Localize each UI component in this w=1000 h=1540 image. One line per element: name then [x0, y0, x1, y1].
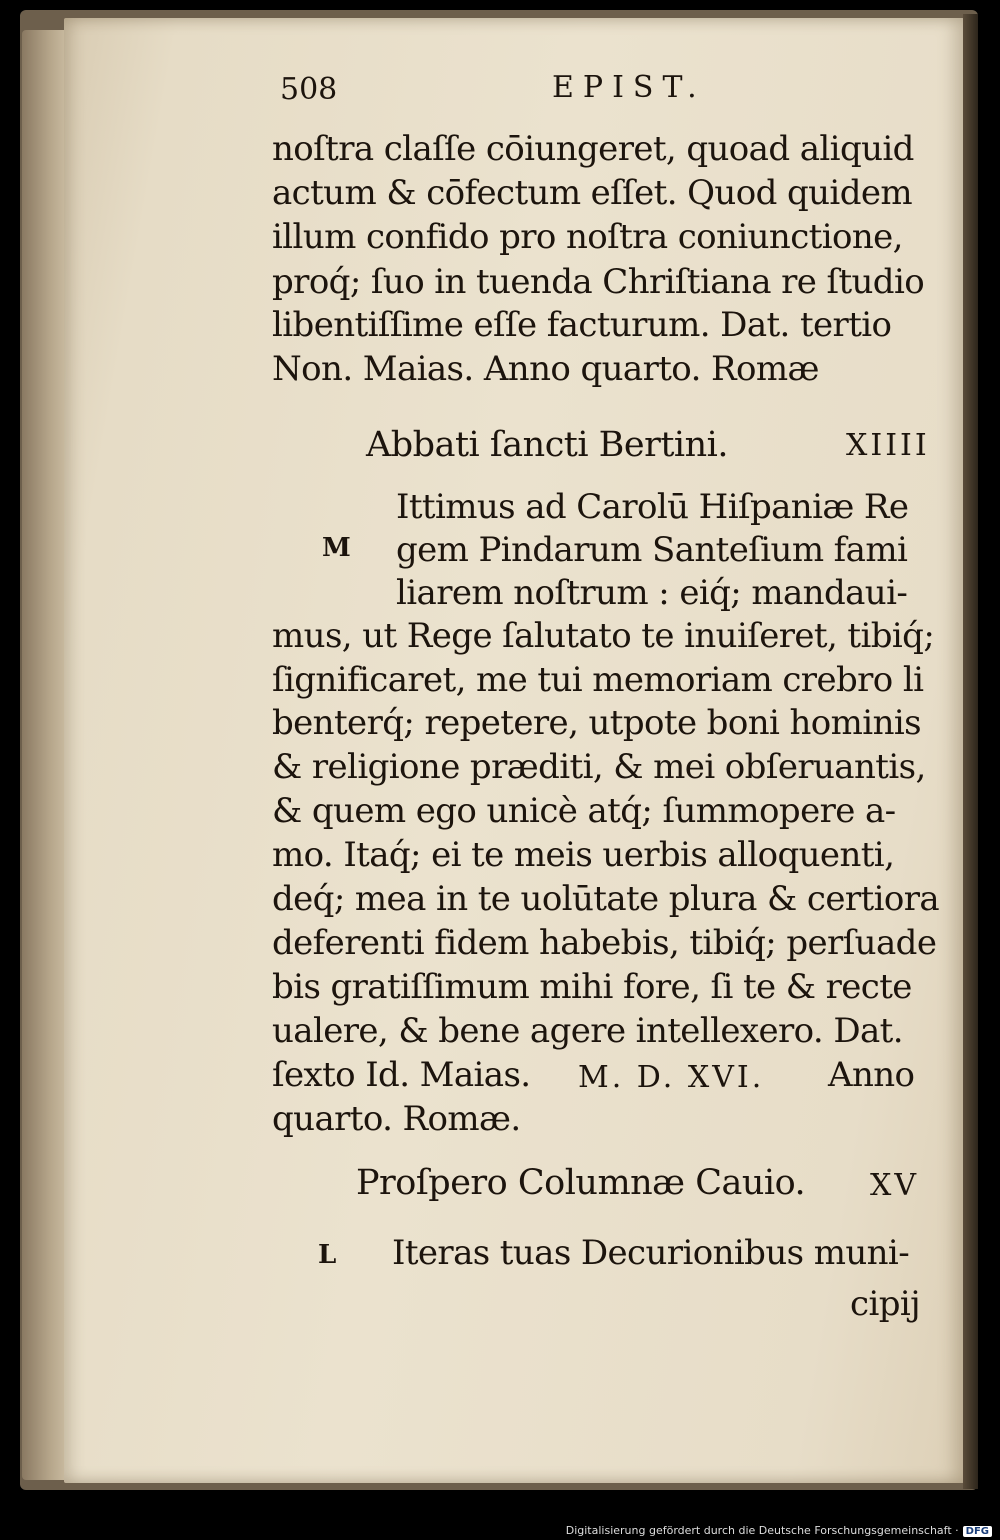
- text-line: mus, ut Rege ſalutato te inuiſeret, tibiq́;: [272, 616, 935, 656]
- letter-addressee: Proſpero Columnæ Cauio.: [356, 1163, 806, 1203]
- date-line-year: M. D. XVI.: [578, 1060, 765, 1095]
- text-line: mo. Itaq́; ei te meis uerbis alloquenti,: [272, 835, 895, 875]
- catchword: cipij: [850, 1284, 921, 1324]
- book-binding: [963, 14, 978, 1489]
- text-line: ualere, & bene agere intellexero. Dat.: [272, 1011, 903, 1051]
- digitization-credit: [566, 1524, 992, 1537]
- text-line: liarem noſtrum : eiq́; mandaui-: [396, 573, 908, 613]
- text-line: proq́; ſuo in tuenda Chriſtiana re ſtudio: [272, 262, 925, 302]
- letter-number: XIIII: [846, 428, 930, 463]
- text-line: Non. Maias. Anno quarto. Romæ: [272, 349, 819, 389]
- text-line: libentiſſime eſſe facturum. Dat. tertio: [272, 305, 892, 345]
- text-line: bis gratiſſimum mihi fore, ſi te & recte: [272, 967, 912, 1007]
- page-stack-edge: [22, 30, 68, 1480]
- date-line-start: ſexto Id. Maias.: [272, 1055, 531, 1095]
- text-line: quarto. Romæ.: [272, 1099, 521, 1139]
- credit-text: Digitalisierung gefördert durch die Deutsche Forschungsgemeinschaft ·: [565, 1524, 959, 1537]
- initial-guide-letter: M: [322, 533, 351, 563]
- text-line: deferenti fidem habebis, tibiq́; perſuade: [272, 923, 937, 963]
- text-line: illum confido pro noſtra coniunctione,: [272, 217, 903, 257]
- text-line: gem Pindarum Santeſium fami: [396, 530, 908, 570]
- text-line: noſtra claſſe cōiungeret, quoad aliquid: [272, 129, 914, 169]
- text-line: ſignificaret, me tui memoriam crebro li: [272, 660, 924, 700]
- text-line: actum & cōfectum eſſet. Quod quidem: [272, 173, 913, 213]
- text-line: Iteras tuas Decurionibus muni-: [392, 1233, 910, 1273]
- date-line-end: Anno: [828, 1055, 915, 1095]
- letter-number: XV: [870, 1168, 920, 1203]
- letter-addressee: Abbati ſancti Bertini.: [366, 425, 728, 465]
- dfg-logo: DFG: [963, 1526, 992, 1537]
- text-line: & religione præditi, & mei obſeruantis,: [272, 747, 926, 787]
- text-line: & quem ego unicè atq́; ſummopere a-: [272, 791, 896, 831]
- page-number: 508: [280, 72, 338, 107]
- text-line: Ittimus ad Carolū Hiſpaniæ Re: [396, 487, 909, 527]
- text-line: deq́; mea in te uolūtate plura & certiora: [272, 879, 940, 919]
- initial-guide-letter: L: [318, 1240, 337, 1270]
- text-line: benterq́; repetere, utpote boni hominis: [272, 703, 921, 743]
- running-title: EPIST.: [552, 70, 706, 105]
